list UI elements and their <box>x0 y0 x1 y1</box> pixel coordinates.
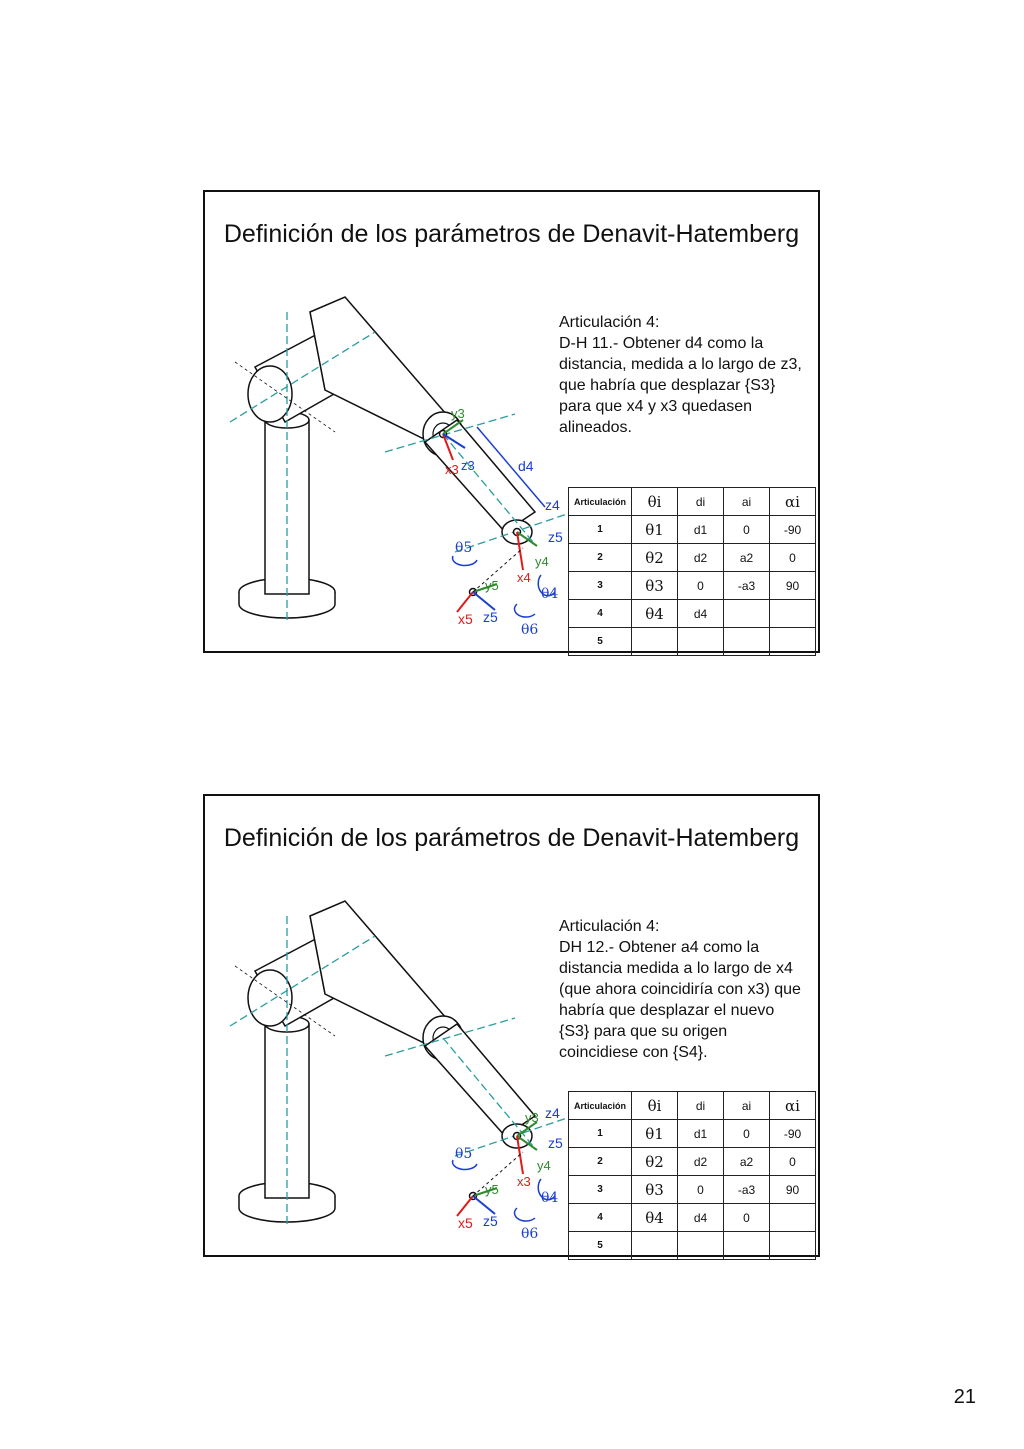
table-cell: -90 <box>770 1120 816 1148</box>
table-cell: 4 <box>569 600 632 628</box>
table-cell: 90 <box>770 572 816 600</box>
table-header: αi <box>770 1092 816 1120</box>
dh-parameter-table <box>568 487 816 656</box>
axis-label: θ5 <box>455 540 473 556</box>
table-cell: 0 <box>770 544 816 572</box>
table-cell: -a3 <box>724 572 770 600</box>
description-line: coincidiese con {S4}. <box>559 1044 708 1061</box>
table-cell: -a3 <box>724 1176 770 1204</box>
description-line: habría que desplazar el nuevo <box>559 1002 775 1019</box>
table-cell <box>724 628 770 656</box>
table-cell <box>678 1232 724 1260</box>
axis-label: y3 <box>451 406 465 421</box>
table-cell: θ4 <box>632 1204 678 1232</box>
axis-label: x3 <box>445 462 459 477</box>
table-cell: 0 <box>770 1148 816 1176</box>
table-cell: 4 <box>569 1204 632 1232</box>
axis-label: z4 <box>545 1105 560 1121</box>
table-cell: d1 <box>678 1120 724 1148</box>
table-header: ai <box>724 488 770 516</box>
dh-parameter-table <box>568 1091 816 1260</box>
axis-label: y5 <box>485 578 499 593</box>
axis-label: x5 <box>458 611 473 627</box>
table-cell: 1 <box>569 516 632 544</box>
slide-description <box>559 916 814 1063</box>
table-cell: 0 <box>724 1120 770 1148</box>
table-row <box>569 572 816 600</box>
page-number: 21 <box>953 1386 976 1408</box>
slide-1 <box>203 190 820 653</box>
table-cell: θ2 <box>632 544 678 572</box>
axis-label: d4 <box>518 458 534 474</box>
table-cell: θ3 <box>632 1176 678 1204</box>
table-header-row <box>569 1092 816 1120</box>
description-line: distancia, medida a lo largo de z3, <box>559 356 802 373</box>
table-header: ai <box>724 1092 770 1120</box>
table-cell <box>678 628 724 656</box>
table-cell <box>724 1232 770 1260</box>
axis-label: θ6 <box>521 622 539 638</box>
axis-label: x3 <box>517 1174 531 1189</box>
table-cell: d2 <box>678 544 724 572</box>
table-row <box>569 544 816 572</box>
table-row <box>569 1204 816 1232</box>
table-cell: θ3 <box>632 572 678 600</box>
table-header: di <box>678 488 724 516</box>
axis-label: z5 <box>483 1213 498 1229</box>
table-cell: a2 <box>724 1148 770 1176</box>
table-cell: θ1 <box>632 516 678 544</box>
table-cell: 0 <box>724 516 770 544</box>
table-cell: d4 <box>678 600 724 628</box>
table-cell: 5 <box>569 1232 632 1260</box>
description-line: D-H 11.- Obtener d4 como la <box>559 335 764 352</box>
table-cell: 3 <box>569 572 632 600</box>
axis-label: θ4 <box>541 1190 559 1206</box>
axis-label: θ5 <box>455 1146 473 1162</box>
table-cell: 2 <box>569 1148 632 1176</box>
table-header: Articulación <box>569 488 632 516</box>
table-header-row <box>569 488 816 516</box>
axis-label: y3 <box>525 1110 539 1125</box>
table-row <box>569 628 816 656</box>
axis-label: y5 <box>485 1182 499 1197</box>
axis-label: x4 <box>517 570 531 585</box>
slide-title: Definición de los parámetros de Denavit-Hatemberg <box>223 824 800 852</box>
axis-label: y4 <box>535 554 549 569</box>
table-cell: 1 <box>569 1120 632 1148</box>
table-cell: 0 <box>678 1176 724 1204</box>
table-cell <box>724 600 770 628</box>
table-cell: 0 <box>724 1204 770 1232</box>
table-cell: d2 <box>678 1148 724 1176</box>
table-header: Articulación <box>569 1092 632 1120</box>
axis-label: θ4 <box>541 586 559 602</box>
table-cell <box>770 1204 816 1232</box>
description-line: {S3} para que su origen <box>559 1023 728 1040</box>
axis-label: z3 <box>461 458 475 473</box>
description-line: Articulación 4: <box>559 918 660 935</box>
table-cell: a2 <box>724 544 770 572</box>
table-row <box>569 1120 816 1148</box>
axis-label: θ6 <box>521 1226 539 1242</box>
slide-description <box>559 312 814 438</box>
table-cell <box>770 600 816 628</box>
table-cell: 90 <box>770 1176 816 1204</box>
table-cell: d1 <box>678 516 724 544</box>
description-line: distancia medida a lo largo de x4 <box>559 960 793 977</box>
table-cell <box>770 1232 816 1260</box>
table-cell: θ4 <box>632 600 678 628</box>
description-line: DH 12.- Obtener a4 como la <box>559 939 760 956</box>
table-header: αi <box>770 488 816 516</box>
table-row <box>569 1232 816 1260</box>
table-cell: 2 <box>569 544 632 572</box>
table-row <box>569 1176 816 1204</box>
slide-title: Definición de los parámetros de Denavit-Hatemberg <box>223 220 800 248</box>
table-cell: θ1 <box>632 1120 678 1148</box>
table-header: θi <box>632 488 678 516</box>
table-header: di <box>678 1092 724 1120</box>
slide-2 <box>203 794 820 1257</box>
axis-label: z5 <box>483 609 498 625</box>
table-header: θi <box>632 1092 678 1120</box>
table-cell <box>770 628 816 656</box>
table-row <box>569 600 816 628</box>
table-row <box>569 1148 816 1176</box>
table-cell: 3 <box>569 1176 632 1204</box>
description-line: (que ahora coincidiría con x3) que <box>559 981 801 998</box>
table-cell: -90 <box>770 516 816 544</box>
axis-label: z5 <box>548 529 563 545</box>
description-line: para que x4 y x3 quedasen <box>559 398 753 415</box>
axis-label: z4 <box>545 497 560 513</box>
robot-arm-figure <box>215 292 575 652</box>
axis-label: z5 <box>548 1135 563 1151</box>
axis-label: y4 <box>537 1158 551 1173</box>
table-cell <box>632 1232 678 1260</box>
table-cell: 0 <box>678 572 724 600</box>
table-cell: d4 <box>678 1204 724 1232</box>
description-line: alineados. <box>559 419 632 436</box>
table-cell: θ2 <box>632 1148 678 1176</box>
description-line: Articulación 4: <box>559 314 660 331</box>
table-cell <box>632 628 678 656</box>
description-line: que habría que desplazar {S3} <box>559 377 776 394</box>
axis-label: x5 <box>458 1215 473 1231</box>
table-row <box>569 516 816 544</box>
table-cell: 5 <box>569 628 632 656</box>
robot-arm-figure <box>215 896 575 1256</box>
